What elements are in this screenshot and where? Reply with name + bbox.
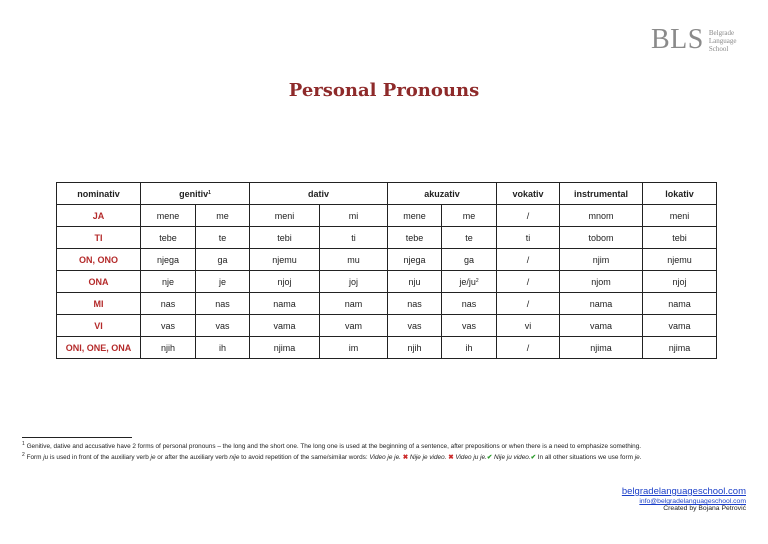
form-cell-gen-short: me: [196, 205, 250, 227]
author-credit: Created by Bojana Petrović: [663, 505, 746, 512]
form-cell-vok: /: [497, 293, 560, 315]
table-header-row: [57, 183, 717, 205]
cross-icon: ✖: [448, 454, 454, 462]
form-cell-ins: njom: [560, 271, 643, 293]
form-cell-akz-long: vas: [388, 315, 442, 337]
footnote-ref: 1: [208, 189, 211, 196]
form-cell-gen-long: tebe: [141, 227, 196, 249]
header-genitiv-label: genitiv: [179, 188, 209, 199]
form-cell-vok: /: [497, 337, 560, 359]
form-cell-akz-short: [442, 271, 497, 293]
form-cell-lok: njemu: [643, 249, 717, 271]
footnote-mark: 2: [22, 452, 25, 459]
form-cell-dat-long: tebi: [250, 227, 320, 249]
cross-icon: ✖: [402, 454, 409, 462]
form-cell-lok: meni: [643, 205, 717, 227]
form-cell-dat-short: joj: [320, 271, 388, 293]
form-cell-lok: nama: [643, 293, 717, 315]
logo-line: Belgrade: [708, 29, 735, 37]
form-cell-gen-short: te: [196, 227, 250, 249]
form-cell-gen-long: mene: [141, 205, 196, 227]
form-cell-akz-long: mene: [388, 205, 442, 227]
page-title: Personal Pronouns: [288, 80, 480, 101]
footnote-1-text: Genitive, dative and accusative have 2 forms of personal pronouns – the long and the short one. The long one is used at the beginning of a sentence, after prepositions or when there is a need to emphasize something.: [26, 443, 642, 450]
form-cell-dat-long: vama: [250, 315, 320, 337]
form-cell-dat-long: nama: [250, 293, 320, 315]
pronoun-table: [56, 182, 717, 359]
header-genitiv: [141, 183, 250, 205]
form-cell-akz-short: ih: [442, 337, 497, 359]
header-vokativ: vokativ: [497, 183, 560, 205]
form-cell-dat-short: im: [320, 337, 388, 359]
form-cell-akz-long: tebe: [388, 227, 442, 249]
footnote-term: je: [150, 454, 156, 462]
footnote-text: In all other situations we use form: [535, 454, 635, 462]
footnote-1: [22, 440, 742, 451]
check-icon: ✔: [486, 454, 493, 462]
form-text: je/ju: [459, 276, 476, 287]
form-cell-ins: njima: [560, 337, 643, 359]
form-cell-gen-long: nas: [141, 293, 196, 315]
form-cell-vok: ti: [497, 227, 560, 249]
form-cell-dat-short: vam: [320, 315, 388, 337]
example-sentence: Nije ju video.: [494, 454, 531, 462]
form-cell-gen-long: vas: [141, 315, 196, 337]
form-cell-gen-short: ih: [196, 337, 250, 359]
table-row: [57, 271, 717, 293]
header-instrumental: instrumental: [560, 183, 643, 205]
footnote-text: Form: [26, 454, 44, 462]
pronoun-cell: JA: [57, 205, 141, 227]
pronoun-cell: ONI, ONE, ONA: [57, 337, 141, 359]
form-cell-dat-long: meni: [250, 205, 320, 227]
form-cell-lok: vama: [643, 315, 717, 337]
table-row: [57, 205, 717, 227]
form-cell-akz-short: vas: [442, 315, 497, 337]
form-cell-akz-short: te: [442, 227, 497, 249]
check-icon: ✔: [530, 454, 536, 462]
form-cell-akz-long: njega: [388, 249, 442, 271]
pronoun-cell: MI: [57, 293, 141, 315]
table-row: [57, 249, 717, 271]
logo-line: School: [708, 45, 729, 53]
form-cell-akz-long: nju: [388, 271, 442, 293]
form-cell-dat-short: nam: [320, 293, 388, 315]
logo-line: Language: [708, 37, 737, 45]
footnote-term: nije: [229, 454, 240, 462]
form-cell-dat-long: njoj: [250, 271, 320, 293]
pronoun-cell: TI: [57, 227, 141, 249]
form-cell-vok: /: [497, 205, 560, 227]
header-nominativ: nominativ: [57, 183, 141, 205]
pronoun-cell: VI: [57, 315, 141, 337]
form-cell-dat-short: mi: [320, 205, 388, 227]
footnote-term: ju: [43, 454, 49, 462]
header-akuzativ: akuzativ: [388, 183, 497, 205]
footnote-term: je: [634, 454, 640, 462]
pronoun-cell: ONA: [57, 271, 141, 293]
table-row: [57, 227, 717, 249]
form-cell-gen-short: je: [196, 271, 250, 293]
school-logo: [651, 26, 736, 54]
table-row: [57, 293, 717, 315]
form-cell-vok: /: [497, 249, 560, 271]
form-cell-ins: tobom: [560, 227, 643, 249]
form-cell-ins: vama: [560, 315, 643, 337]
form-cell-gen-short: vas: [196, 315, 250, 337]
example-sentence: Video je je.: [369, 454, 401, 462]
form-cell-gen-long: njih: [141, 337, 196, 359]
footnote-text: is used in front of the auxiliary verb: [48, 454, 151, 462]
form-cell-akz-long: njih: [388, 337, 442, 359]
form-cell-dat-short: ti: [320, 227, 388, 249]
form-cell-vok: /: [497, 271, 560, 293]
form-cell-akz-short: ga: [442, 249, 497, 271]
footer-links: [622, 486, 746, 512]
form-cell-dat-long: njima: [250, 337, 320, 359]
form-cell-lok: njoj: [643, 271, 717, 293]
form-cell-gen-long: njega: [141, 249, 196, 271]
table-row: [57, 337, 717, 359]
email-link[interactable]: info@belgradelanguageschool.com: [639, 498, 746, 505]
form-cell-gen-short: ga: [196, 249, 250, 271]
footnote-ref: 2: [475, 277, 479, 284]
footnote-text: .: [639, 454, 642, 462]
form-cell-lok: njima: [643, 337, 717, 359]
form-cell-vok: vi: [497, 315, 560, 337]
form-cell-gen-short: nas: [196, 293, 250, 315]
footnote-mark: 1: [22, 441, 25, 447]
form-cell-ins: njim: [560, 249, 643, 271]
form-cell-ins: mnom: [560, 205, 643, 227]
form-cell-gen-long: nje: [141, 271, 196, 293]
website-link[interactable]: belgradelanguageschool.com: [621, 486, 746, 497]
form-cell-akz-short: me: [442, 205, 497, 227]
footnotes: [22, 440, 742, 462]
example-sentence: Video ju je.: [455, 454, 487, 462]
header-lokativ: lokativ: [643, 183, 717, 205]
logo-mark: BLS: [651, 24, 704, 55]
logo-text: [709, 29, 737, 53]
footnote-text: or after the auxiliary verb: [155, 454, 230, 462]
pronoun-cell: ON, ONO: [57, 249, 141, 271]
form-cell-dat-long: njemu: [250, 249, 320, 271]
form-cell-ins: nama: [560, 293, 643, 315]
footnote-text: to avoid repetition of the same/similar words:: [239, 454, 370, 462]
form-cell-lok: tebi: [643, 227, 717, 249]
form-cell-akz-short: nas: [442, 293, 497, 315]
form-cell-akz-long: nas: [388, 293, 442, 315]
table-row: [57, 315, 717, 337]
example-sentence: Nije je video.: [409, 454, 447, 462]
footnote-2: [22, 451, 742, 462]
header-dativ: dativ: [250, 183, 388, 205]
form-cell-dat-short: mu: [320, 249, 388, 271]
footnote-divider: [22, 437, 132, 438]
